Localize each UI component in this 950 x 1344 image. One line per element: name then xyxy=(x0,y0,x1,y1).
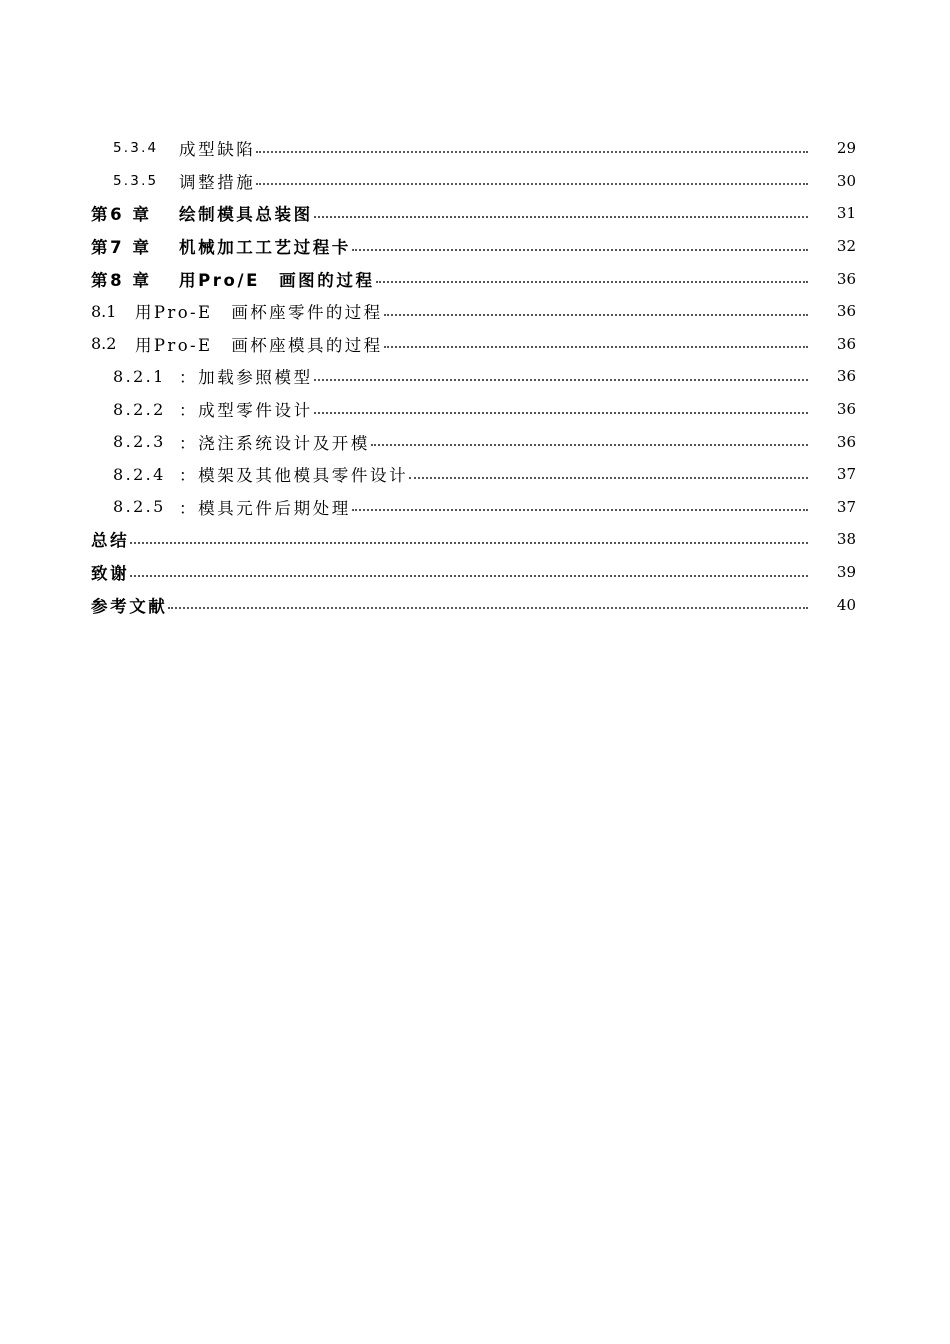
toc-entry-page: 29 xyxy=(836,139,856,158)
toc-entry[interactable] xyxy=(91,458,856,491)
toc-entry-title: 绘制模具总装图 xyxy=(179,205,313,225)
toc-entry-page: 36 xyxy=(836,334,856,353)
toc-entry[interactable] xyxy=(91,132,856,165)
toc-entry-title: 用Pro/E 画图的过程 xyxy=(179,270,375,290)
toc-entry-page: 36 xyxy=(836,432,856,451)
toc-entry-title: ：成型零件设计 xyxy=(179,401,313,421)
toc-entry-number: 第7 章 xyxy=(91,238,152,258)
dot-leader xyxy=(376,280,808,283)
dot-leader xyxy=(384,313,808,316)
toc-entry-number: 5.3.4 xyxy=(113,140,159,157)
toc-entry[interactable] xyxy=(91,165,856,198)
toc-entry-page: 37 xyxy=(836,465,856,484)
toc-entry-page: 36 xyxy=(836,269,856,288)
dot-leader xyxy=(314,411,808,414)
toc-entry-title: 用Pro-E 画杯座模具的过程 xyxy=(135,335,383,355)
toc-entry-number: 第6 章 xyxy=(91,205,152,225)
toc-entry-page: 36 xyxy=(836,302,856,321)
toc-entry[interactable] xyxy=(91,491,856,524)
toc-entry-number: 8.2.3 xyxy=(113,432,166,452)
toc-entry-page: 37 xyxy=(836,497,856,516)
dot-leader xyxy=(314,215,808,218)
toc-entry-number: 第8 章 xyxy=(91,270,152,290)
dot-leader xyxy=(168,606,808,609)
toc-entry-number: 8.1 xyxy=(91,301,117,321)
toc-entry-page: 39 xyxy=(836,563,856,582)
toc-entry-page: 40 xyxy=(836,595,856,614)
dot-leader xyxy=(314,378,808,381)
toc-entry[interactable] xyxy=(91,556,856,589)
toc-entry-title: ：加载参照模型 xyxy=(179,368,313,388)
dot-leader xyxy=(409,476,808,479)
toc-entry-title: 致谢 xyxy=(91,564,130,584)
toc-entry-title: 用Pro-E 画杯座零件的过程 xyxy=(135,303,383,323)
toc-entry-title: 总结 xyxy=(91,531,130,551)
toc-entry-number: 8.2.5 xyxy=(113,497,166,517)
toc-entry-title: 机械加工工艺过程卡 xyxy=(179,238,351,258)
toc-entry-number: 8.2.2 xyxy=(113,399,166,419)
dot-leader xyxy=(130,541,808,544)
toc-entry-page: 30 xyxy=(836,171,856,190)
toc-entry[interactable] xyxy=(91,328,856,361)
toc-entry[interactable] xyxy=(91,230,856,263)
dot-leader xyxy=(352,508,808,511)
dot-leader xyxy=(352,248,808,251)
table-of-contents xyxy=(91,132,856,621)
toc-entry[interactable] xyxy=(91,262,856,295)
toc-entry-number: 8.2 xyxy=(91,334,117,354)
dot-leader xyxy=(130,574,808,577)
dot-leader xyxy=(256,182,808,185)
toc-entry-title: ：浇注系统设计及开模 xyxy=(179,433,370,453)
toc-entry-number: 8.2.4 xyxy=(113,464,166,484)
toc-entry-title: 调整措施 xyxy=(179,172,256,192)
toc-entry-title: 成型缺陷 xyxy=(179,140,256,160)
toc-entry-page: 38 xyxy=(836,530,856,549)
dot-leader xyxy=(371,443,808,446)
toc-entry-page: 31 xyxy=(836,204,856,223)
toc-entry-page: 32 xyxy=(836,237,856,256)
toc-entry[interactable] xyxy=(91,425,856,458)
toc-entry[interactable] xyxy=(91,360,856,393)
toc-entry-number: 8.2.1 xyxy=(113,366,166,386)
toc-entry[interactable] xyxy=(91,295,856,328)
dot-leader xyxy=(256,150,808,153)
toc-entry-page: 36 xyxy=(836,400,856,419)
dot-leader xyxy=(384,345,808,348)
toc-entry-page: 36 xyxy=(836,367,856,386)
toc-entry-title: ：模架及其他模具零件设计 xyxy=(179,466,409,486)
toc-entry-title: 参考文献 xyxy=(91,596,168,616)
toc-entry-title: ：模具元件后期处理 xyxy=(179,498,351,518)
toc-entry[interactable] xyxy=(91,523,856,556)
toc-entry[interactable] xyxy=(91,393,856,426)
toc-entry-number: 5.3.5 xyxy=(113,172,159,189)
toc-entry[interactable] xyxy=(91,588,856,621)
toc-entry[interactable] xyxy=(91,197,856,230)
